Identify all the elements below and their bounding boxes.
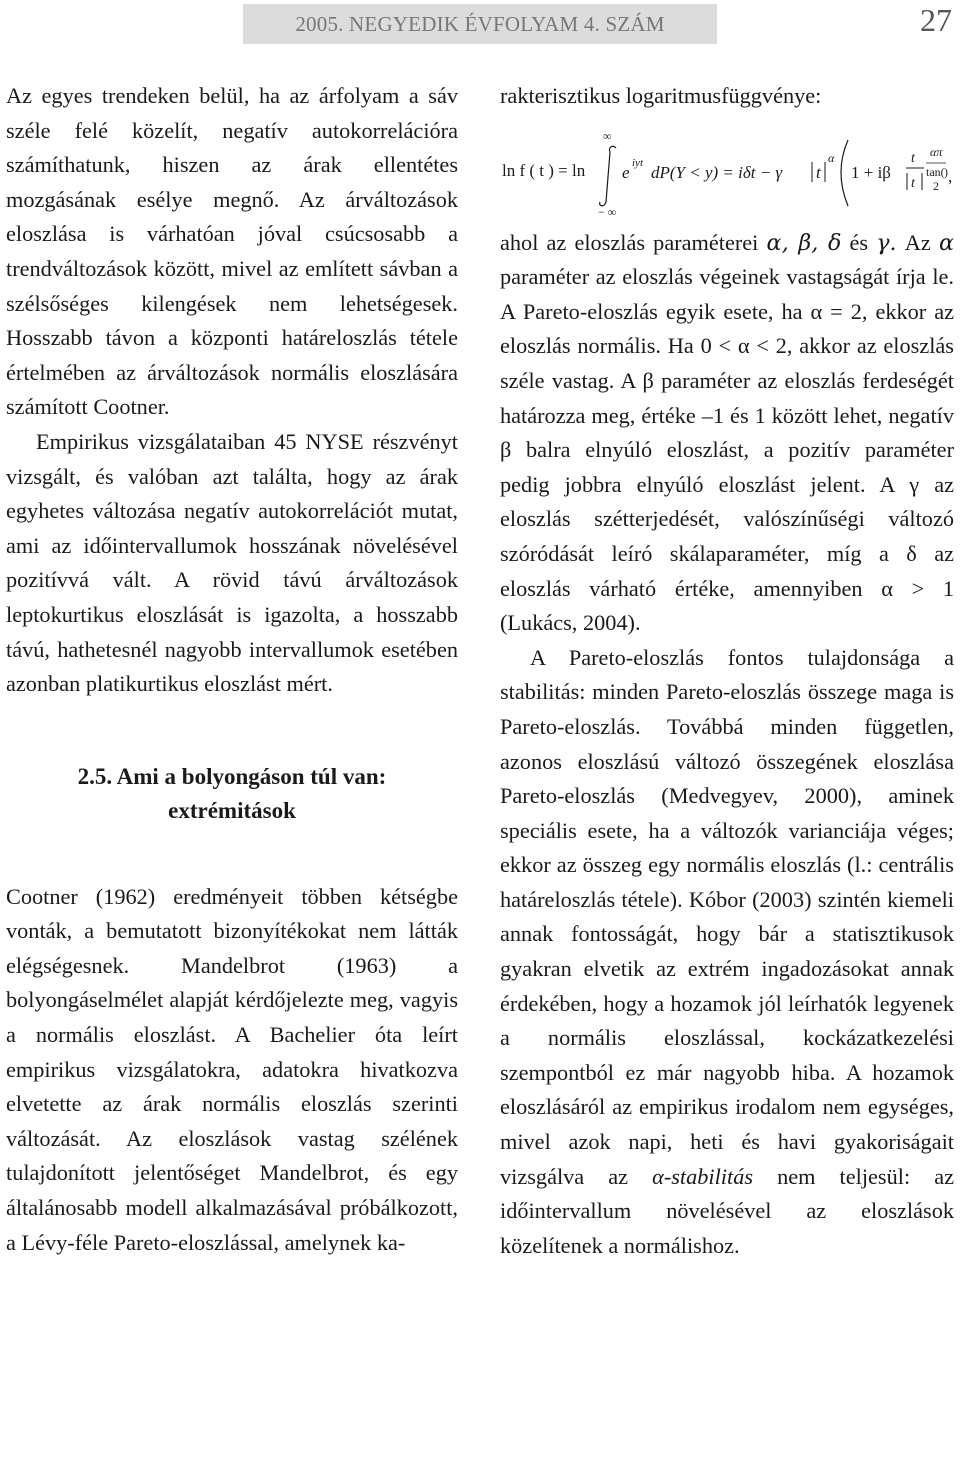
integrand-e: e — [622, 162, 630, 182]
alpha-symbol: α — [938, 229, 954, 256]
page-number: 27 — [920, 2, 952, 38]
big-paren-left — [841, 140, 848, 206]
integrand-exponent: iyt — [632, 156, 643, 169]
characteristic-function-formula — [500, 118, 954, 218]
alpha-exponent: α — [828, 150, 835, 165]
section-heading-line: 2.5. Ami a bolyongáson túl van: — [77, 763, 387, 789]
formula-comma: , — [948, 166, 953, 186]
right-column — [500, 79, 954, 1263]
paragraph — [500, 641, 954, 1264]
frac-denominator: t — [911, 175, 915, 191]
alpha-stability-term: α-stabilitás — [652, 1163, 754, 1189]
integral-upper-limit: ∞ — [603, 128, 612, 143]
running-header: 2005. NEGYEDIK ÉVFOLYAM 4. SZÁM — [243, 4, 717, 44]
paragraph: Az egyes trendeken belül, ha az árfolyam a sáv széle felé közelít, negatív autokorrelációra számíthatunk, hiszen az árak ellentétes mozgásának esélye megnő. Az árváltozások eloszlása is várhatóan jóval csúcsosabb a trendváltozások között, mivel az említett sávban a szélsőséges kilengések nem lehetségesek. Hosszabb távon a központi határeloszlás tétele értelmében az árváltozások normális eloszlására számított Cootner. — [6, 83, 458, 420]
left-column — [6, 79, 458, 1260]
tan-open: tan( — [926, 164, 945, 179]
text-run: Az — [896, 229, 939, 255]
formula-dP: dP(Y < y) = iδt − γ — [651, 162, 783, 182]
tan-denominator: 2 — [933, 178, 939, 193]
integral-lower-limit: − ∞ — [598, 204, 617, 218]
paragraph: Cootner (1962) eredményeit többen kétségbe vonták, a bemutatott bizonyítékokat nem látták elégségesnek. Mandelbrot (1963) a bolyongáselmélet alapját kérdőjelezte meg, vagyis a normális eloszlást. A Bachelier óta leírt empirikus vizsgálatokra, adatokra hivatkozva elvetette az árak normális eloszlás szerinti változását. Az eloszlások vastag szélének tulajdonított jelentőséget Mandelbrot, és egy általánosabb modell alkalmazásával próbálkozott, a Lévy-féle Pareto-eloszlással, amelynek ka- — [6, 883, 458, 1255]
integral-sign — [600, 146, 616, 205]
formula-one-plus: 1 + iβ — [851, 162, 891, 182]
tan-numerator: απ — [930, 144, 943, 159]
section-heading — [6, 760, 458, 828]
gamma-symbol: γ. — [876, 229, 897, 256]
text-run: és — [841, 229, 877, 255]
text-run: A Pareto-eloszlás fontos tulajdonsága a stabilitás: minden Pareto-eloszlás összege maga is Pareto-eloszlás. Továbbá minden független, azonos eloszlású változó összegének eloszlása Pareto-eloszlás (Medvegyev, 2000), aminek speciális esete, ha a változók varianciája véges; ekkor az összeg egy normális eloszlás (l.: centrális határeloszlás tétele). Kóbor (2003) szintén kiemeli annak fontosságát, hogy bár a statisztikusok gyakran elvetik az extrém ingadozásokat annak érdekében, hogy a hozamok jól leírhatók legyenek a normális eloszlással, kockázatkezelési szempontból ez már nagyobb hiba. A hozamok eloszlásáról az empirikus irodalom nem egységes, mivel azok napi, heti és havi gyakoriságait vizsgálva az — [500, 644, 954, 1189]
text-run: nem teljesül: az időintervallum növelésével az eloszlások közelítenek a normálishoz. — [500, 1163, 954, 1258]
paragraph: Empirikus vizsgálataiban 45 NYSE részvényt vizsgált, és valóban azt találta, hogy az árak egyhetes változása negatív autokorrelációt mutat, ami az időintervallumok hosszának növelésével pozitívvá vált. A rövid távú árváltozások leptokurtikus eloszlását is igazolta, a hosszabb távú, hathetesnél nagyobb intervallumok esetében azonban platikurtikus eloszlást mért. — [6, 428, 458, 697]
frac-numerator: t — [911, 150, 915, 166]
text-run: ahol az eloszlás paraméterei — [500, 229, 767, 255]
section-heading-line: extrémitások — [168, 797, 296, 823]
formula-lhs: ln f ( t ) = ln — [502, 160, 586, 180]
formula-intro: rakterisztikus logaritmusfüggvénye: — [500, 83, 822, 108]
text-run: paraméter az eloszlás végeinek vastagságát írja le. A Pareto-eloszlás egyik esete, ha α = 2, ekkor az eloszlás normális. Ha 0 < α < 2, akkor az eloszlás széle vastag. A β paraméter az eloszlás ferdeségét határozza meg, értéke –1 és 1 között lehet, negatív β balra elnyúló eloszlást, a pozitív paraméter pedig jobbra elnyúló eloszlást jelent. A γ az eloszlás szétterjedését, valószínűségi változó szóródását leíró skálaparaméter, míg a δ az eloszlás várható értéke, amennyiben α > 1 (Lukács, 2004). — [500, 264, 954, 636]
formula-abs-t: t — [816, 162, 821, 182]
paragraph — [500, 226, 954, 641]
params-symbols: α, β, δ — [766, 229, 842, 256]
tan-close: ) — [944, 164, 948, 179]
